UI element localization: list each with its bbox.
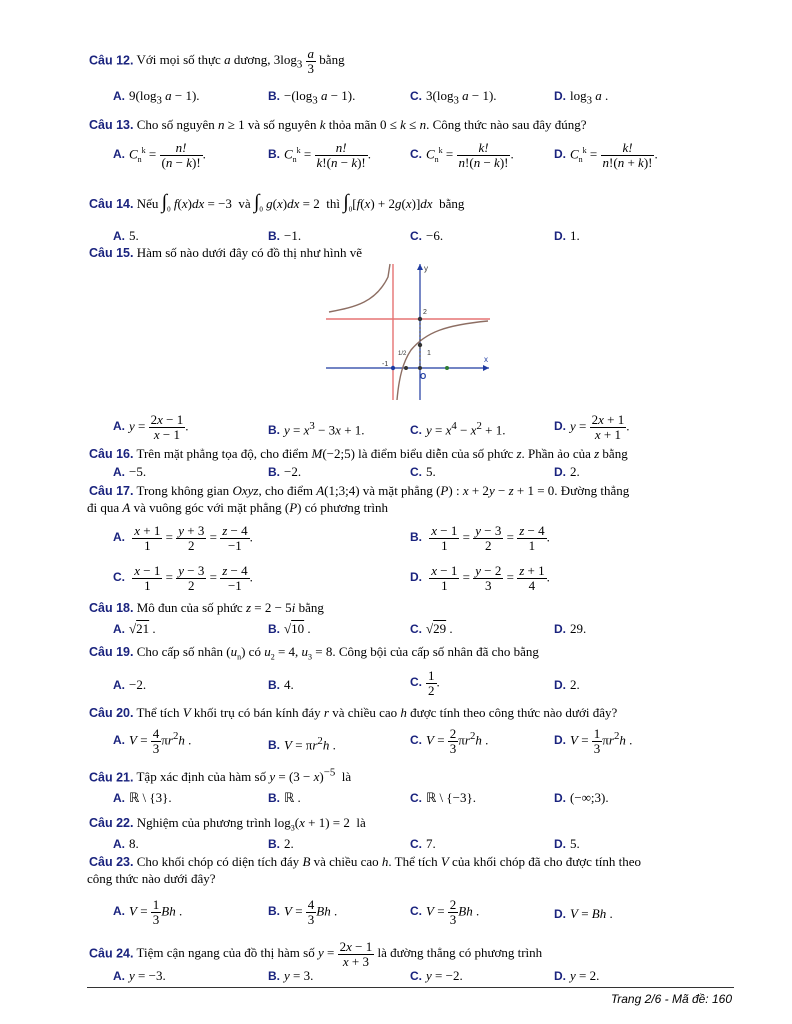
option-a[interactable]: A. $\frac{x + 1}{1}$ = $\frac{y + 3}{2}$ = $\frac{z - 4}{-1}$ . [113,523,253,553]
question-number: Câu 23. [89,855,134,869]
options-16 [0,464,792,480]
question-number: Câu 20. [89,706,134,720]
options-14 [0,228,792,244]
curve-left-branch [329,264,390,312]
question-text: Tiệm cận ngang của đồ thị hàm số y = $\frac{2x - 1}{x + 3}$ là đường thẳng có phương trình [136,939,543,969]
question-text-continued: đi qua A và vuông góc với mặt phẳng (P) có phương trình [87,500,388,515]
question-number: Câu 18. [89,601,134,615]
question-text: Thể tích V khối trụ có bán kính đáy r và chiều cao h được tính theo công thức nào dưới đây? [136,705,618,720]
option-b[interactable]: B. −2. [268,464,302,479]
option-b[interactable]: B. y = 3. [268,968,314,983]
point [418,317,422,321]
option-b[interactable]: B. $-(\log_3$ a − 1). [268,88,356,107]
option-c[interactable]: C. $3(\log_3$ a − 1). [410,88,497,107]
option-d[interactable]: D. 1. [554,228,580,243]
question-number: Câu 21. [89,770,134,785]
option-c[interactable]: C. V = $\frac{2}{3}$ Bh . [410,897,480,927]
options-19 [0,668,792,698]
graph-figure [326,262,492,402]
y-axis-arrow [417,264,423,270]
option-b[interactable]: B. $C_n^k$ = $\frac{n!}{k!(n - k)!}$ . [268,140,372,170]
question-number: Câu 15. [89,246,134,260]
tick-label: 1/2 [398,351,407,357]
page-footer: Trang 2/6 - Mã đề: 160 [610,992,732,1006]
question-text: Trong không gian Oxyz, cho điểm A(1;3;4) và mặt phẳng (P) : x + 2y − z + 1 = 0. Đường thẳng [136,483,630,498]
option-c[interactable]: C. 5. [410,464,436,479]
question-number: Câu 16. [89,447,134,461]
option-c[interactable]: C. $C_n^k$ = $\frac{k!}{n!(n - k)!}$ . [410,140,514,170]
question-number: Câu 14. [89,197,134,211]
options-13 [0,140,792,170]
question-19 [89,644,539,666]
point [445,366,449,370]
option-c[interactable]: C. √29 . [410,621,453,636]
question-12 [89,47,345,76]
option-a[interactable]: A. ℝ \ {3}. [113,790,172,805]
options-17-row1 [0,523,792,553]
question-text: Cho khối chóp có diện tích đáy B và chiều cao h. Thể tích V của khối chóp đã cho được tính theo [136,854,642,869]
option-a[interactable]: A. −5. [113,464,147,479]
option-b[interactable]: B. 4. [268,677,294,692]
option-a[interactable]: A. $C_n^k$ = $\frac{n!}{(n - k)!}$ . [113,140,206,170]
option-d[interactable]: D. 2. [554,464,580,479]
option-d[interactable]: D. 2. [554,677,580,692]
option-a[interactable]: A. y = −3. [113,968,166,983]
option-b[interactable]: B. $y = x^3 - 3x + 1$. [268,420,365,438]
option-b[interactable]: B. 2. [268,836,294,851]
question-20 [89,705,617,721]
option-a[interactable]: A. 5. [113,228,139,243]
question-text-continued: công thức nào dưới đây? [87,871,216,886]
question-number: Câu 12. [89,53,134,68]
option-d[interactable]: D. V = $\frac{1}{3}$ $\pi r^2h$ . [554,726,633,756]
option-c[interactable]: C. $\frac{1}{2}$ . [410,668,440,698]
question-number: Câu 24. [89,946,134,961]
tick-label: 2 [423,309,427,316]
question-number: Câu 22. [89,816,134,830]
option-b[interactable]: B. $V = \pi r^2h$ . [268,735,336,753]
option-d[interactable]: D. 5. [554,836,580,851]
question-24 [89,940,542,969]
point [418,343,422,347]
axis-label-x: x [484,355,488,364]
question-23-line2 [87,871,216,887]
option-c[interactable]: C. −6. [410,228,444,243]
tick-label: 1 [427,350,431,357]
option-d[interactable]: D. y = $\frac{2x + 1}{x + 1}$ . [554,412,630,442]
option-c[interactable]: C. y = −2. [410,968,463,983]
footer-divider [87,987,734,988]
option-b[interactable]: B. √10 . [268,621,311,636]
option-c[interactable]: C. 7. [410,836,436,851]
option-c[interactable]: C. V = $\frac{2}{3}$ $\pi r^2h$ . [410,726,489,756]
option-a[interactable]: A. −2. [113,677,147,692]
option-d[interactable]: D. 29. [554,621,587,636]
option-b[interactable]: B. −1. [268,228,302,243]
option-d[interactable]: D. (−∞;3). [554,790,609,805]
point [391,366,395,370]
options-23 [0,897,792,927]
question-16 [89,446,628,462]
option-a[interactable]: A. y = $\frac{2x - 1}{x - 1}$ . [113,412,189,442]
option-b[interactable]: B. $\frac{x - 1}{1}$ = $\frac{y - 3}{2}$ = $\frac{z - 4}{1}$ . [410,523,550,553]
options-22 [0,836,792,852]
option-c[interactable]: C. $y = x^4 - x^2 + 1$. [410,420,506,438]
curve-right-branch [397,321,488,400]
question-text: Trên mặt phẳng tọa độ, cho điểm M(−2;5) là điểm biểu diễn của số phức z. Phần ảo của z bằng [136,446,628,461]
option-b[interactable]: B. V = $\frac{4}{3}$ Bh . [268,897,338,927]
tick-label: -1 [382,361,389,368]
question-text: Nghiệm của phương trình $\log_3(x + 1) = 2$ là [136,815,366,833]
point [418,366,422,370]
option-d[interactable]: D. $C_n^k$ = $\frac{k!}{n!(n + k)!}$ . [554,140,658,170]
axis-label-y: y [424,264,428,273]
option-a[interactable]: A. $9(\log_3$ a − 1). [113,88,200,107]
question-text: Với mọi số thực a dương, $3\log_3$ $\frac{a}{3}$ bằng [136,46,345,76]
options-20 [0,726,792,756]
options-24 [0,968,792,984]
options-21 [0,790,792,806]
question-text: Cho số nguyên n ≥ 1 và số nguyên k thỏa mãn 0 ≤ k ≤ n. Công thức nào sau đây đúng? [136,117,587,132]
question-text: Nếu $\int_0$ f(x)dx = −3 và $\int_0$ g(x)dx = 2 thì $\int_0[f(x) + 2g(x)]dx$ bằng [136,191,465,214]
question-23 [89,854,641,870]
option-a[interactable]: A. V = $\frac{1}{3}$ Bh . [113,897,183,927]
question-14 [89,191,465,218]
question-15 [89,245,362,261]
option-b[interactable]: B. ℝ . [268,790,301,805]
option-d[interactable]: D. $\frac{x - 1}{1}$ = $\frac{y - 2}{3}$ = $\frac{z + 1}{4}$ . [410,563,550,593]
option-c[interactable]: C. ℝ \ {−3}. [410,790,476,805]
option-d[interactable]: D. V = Bh . [554,906,613,921]
options-15 [0,412,792,442]
question-text: Mô đun của số phức z = 2 − 5i bằng [136,600,324,615]
question-22 [89,815,366,837]
x-axis-arrow [483,365,489,371]
question-17 [89,483,629,499]
question-number: Câu 13. [89,118,134,132]
question-17-line2 [87,500,388,516]
question-text: Hàm số nào dưới đây có đồ thị như hình vẽ [136,245,363,260]
option-a[interactable]: A. √21 . [113,621,156,636]
question-number: Câu 19. [89,645,134,659]
options-18 [0,621,792,637]
question-text: Tập xác định của hàm số $y = (3 - x)^{-5}$ là [136,767,352,785]
question-text: Cho cấp số nhân $(u_n)$ có $u_2 = 4$, $u_3 = 8$. Công bội của cấp số nhân đã cho bằng [136,644,539,662]
option-a[interactable]: A. 8. [113,836,139,851]
question-13 [89,117,587,133]
question-number: Câu 17. [89,484,134,498]
option-d[interactable]: D. $\log_3 a$ . [554,88,609,107]
option-a[interactable]: A. V = $\frac{4}{3}$ $\pi r^2h$ . [113,726,192,756]
question-18 [89,600,324,616]
options-17-row2 [0,563,792,593]
option-c[interactable]: C. $\frac{x - 1}{1}$ = $\frac{y - 3}{2}$ = $\frac{z - 4}{-1}$ . [113,563,253,593]
question-21 [89,765,351,785]
option-d[interactable]: D. y = 2. [554,968,600,983]
options-12 [0,88,792,107]
origin-label: O [420,372,427,381]
point [404,366,408,370]
